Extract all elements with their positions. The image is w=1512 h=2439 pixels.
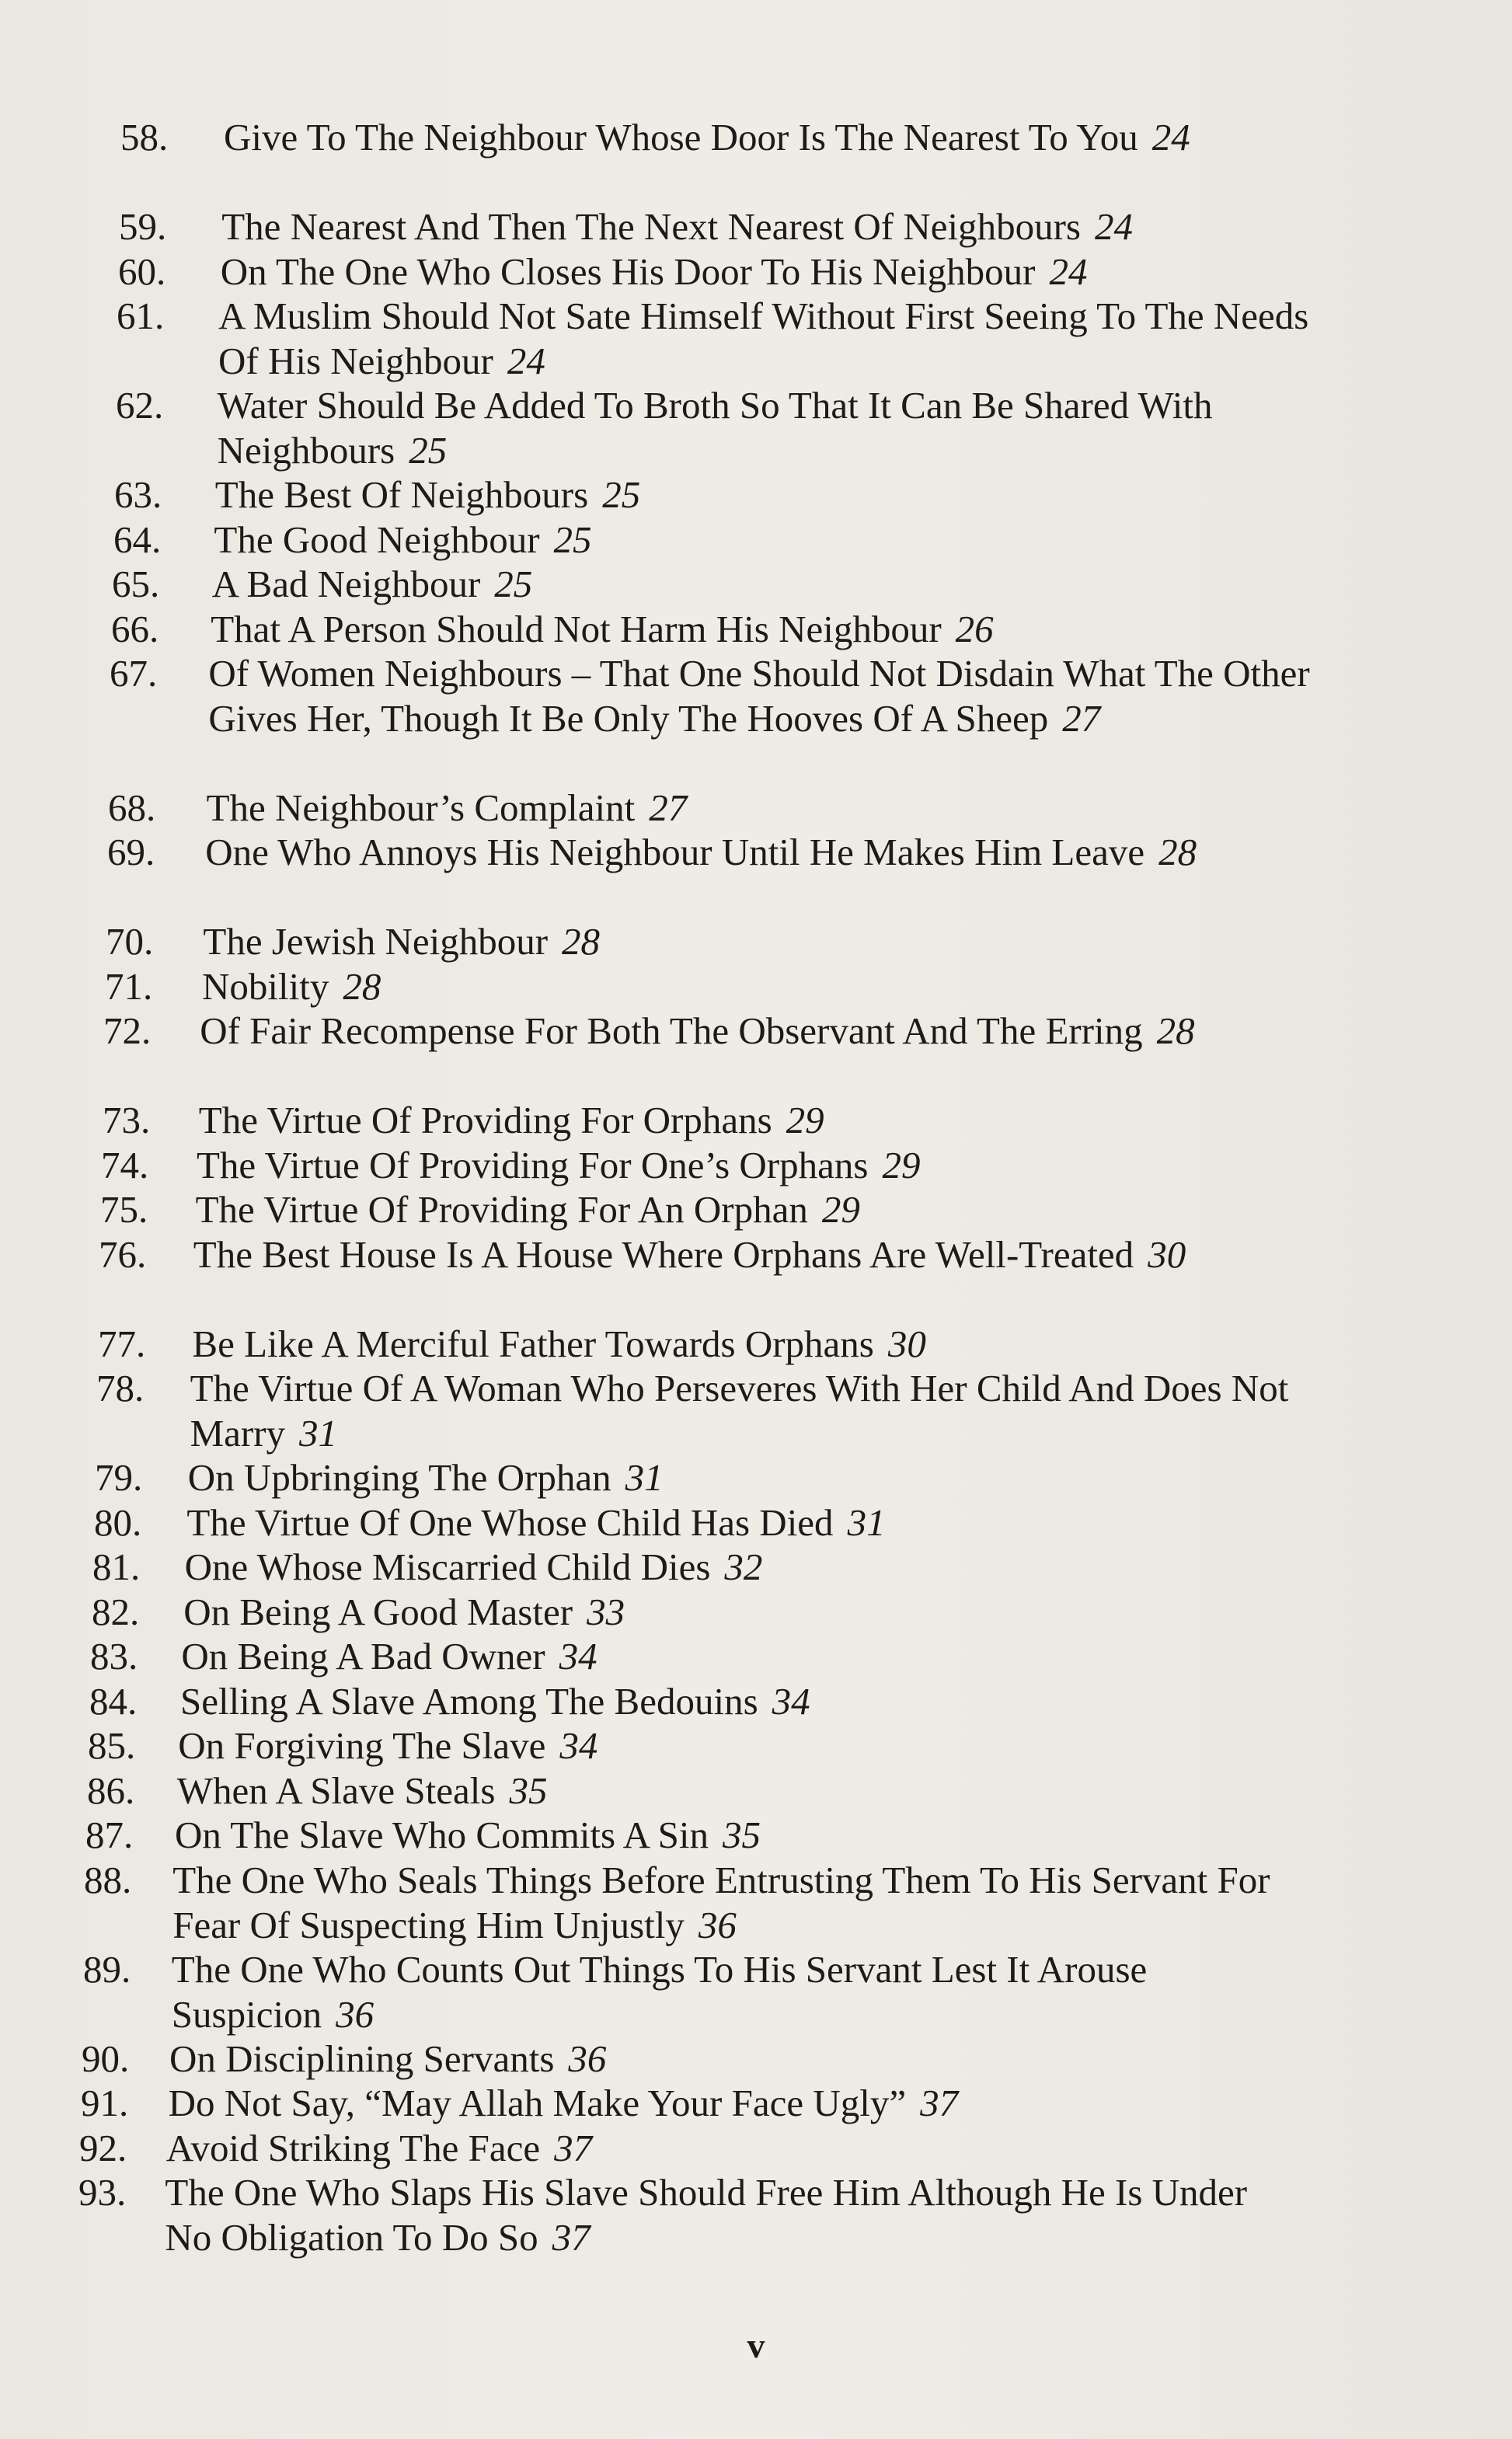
entry-number: 82.: [92, 1590, 140, 1633]
entry-page-number: 29: [821, 1188, 860, 1231]
entry-title-block: [203, 919, 1306, 964]
entry-number: 81.: [92, 1545, 141, 1588]
entry-page-number: 24: [1151, 116, 1190, 159]
entry-title: On Upbringing The Orphan: [187, 1456, 611, 1499]
entry-title-block: [215, 472, 1319, 517]
entry-page-number: 37: [554, 2126, 593, 2169]
entry-number: 69.: [107, 831, 155, 873]
entry-page-number: 27: [649, 786, 688, 829]
entry-page-number: 36: [698, 1903, 737, 1946]
entry-title: The Virtue Of Providing For Orphans: [198, 1099, 772, 1141]
entry-title: The Virtue Of A Woman Who Perseveres With Her Child And Does Not Marry: [190, 1367, 1289, 1455]
entry-title-block: [166, 2126, 1270, 2171]
entry-title-block: [205, 830, 1308, 875]
entry-title-block: [185, 1545, 1288, 1590]
entry-page-number: 37: [920, 2082, 959, 2124]
entry-title-block: [211, 607, 1314, 652]
entry-number: 60.: [118, 249, 166, 293]
entry-number: 79.: [95, 1456, 143, 1499]
entry-title: The Best House Is A House Where Orphans Are Well-Treated: [193, 1232, 1134, 1276]
entry-number: 68.: [108, 786, 156, 829]
entry-page-number: 25: [553, 517, 592, 561]
entry-title: On Being A Bad Owner: [181, 1635, 545, 1678]
entry-title: On Forgiving The Slave: [178, 1724, 546, 1767]
entry-title: When A Slave Steals: [176, 1768, 496, 1812]
entry-page-number: 31: [299, 1412, 338, 1455]
entry-title-block: [196, 1187, 1299, 1232]
entry-title: Be Like A Merciful Father Towards Orphans: [192, 1322, 874, 1365]
entry-title: Do Not Say, “May Allah Make Your Face Ugly”: [168, 2082, 907, 2124]
entry-number: 90.: [82, 2037, 130, 2080]
entry-number: 62.: [116, 384, 164, 427]
entry-page-number: 35: [722, 1814, 761, 1856]
entry-number: 84.: [89, 1679, 138, 1723]
entry-title: The Virtue Of One Whose Child Has Died: [186, 1500, 834, 1544]
entry-title: The Jewish Neighbour: [203, 920, 549, 963]
entry-title: The Best Of Neighbours: [214, 473, 589, 516]
entry-title-block: [192, 1322, 1295, 1367]
entry-number: 58.: [120, 116, 169, 159]
entry-title: The Virtue Of Providing For One’s Orphans: [197, 1143, 869, 1186]
entry-number: 78.: [96, 1367, 145, 1409]
entry-title: The One Who Seals Things Before Entrusting Them To His Servant For Fear Of Suspecting Him Unjustly: [172, 1858, 1270, 1946]
entry-page-number: 29: [786, 1099, 824, 1141]
entry-number: 87.: [85, 1814, 134, 1856]
entry-page-number: 36: [336, 1992, 375, 2036]
entry-number: 73.: [103, 1099, 151, 1141]
entry-number: 72.: [103, 1009, 152, 1052]
entry-title: On Disciplining Servants: [169, 2037, 555, 2080]
entry-title-block: [200, 1009, 1303, 1054]
entry-page-number: 30: [1148, 1232, 1186, 1276]
entry-page-number: 35: [509, 1768, 548, 1812]
entry-title: On The One Who Closes His Door To His Neighbour: [220, 249, 1036, 293]
entry-title: Water Should Be Added To Broth So That It Can Be Shared With Neighbours: [217, 384, 1213, 472]
entry-title: Give To The Neighbour Whose Door Is The Nearest To You: [224, 116, 1138, 159]
entry-title-block: [193, 1232, 1297, 1277]
entry-number: 80.: [94, 1500, 142, 1544]
entry-title: A Bad Neighbour: [211, 563, 481, 605]
entry-number: 67.: [110, 652, 158, 695]
entry-title: The One Who Slaps His Slave Should Free Him Although He Is Under No Obligation To Do So: [165, 2171, 1248, 2259]
entry-page-number: 27: [1062, 697, 1101, 740]
entry-title: Avoid Striking The Face: [165, 2126, 541, 2169]
entry-number: 65.: [112, 563, 160, 605]
entry-title-block: [181, 1634, 1284, 1679]
entry-number: 71.: [105, 964, 153, 1008]
entry-number: 77.: [98, 1322, 146, 1365]
entry-title: The Virtue Of Providing For An Orphan: [195, 1188, 808, 1231]
entry-title: On Being A Good Master: [183, 1590, 573, 1633]
entry-page-number: 31: [625, 1456, 664, 1499]
entry-title-block: [175, 1813, 1278, 1858]
entry-title-block: [188, 1455, 1291, 1500]
entry-title-block: [183, 1590, 1287, 1635]
entry-title-block: [169, 2037, 1273, 2082]
entry-page-number: 34: [772, 1679, 810, 1723]
entry-number: 83.: [90, 1635, 138, 1678]
entry-page-number: 28: [343, 964, 381, 1008]
entry-page-number: 34: [559, 1724, 598, 1767]
entry-title-block: [221, 204, 1325, 249]
entry-title-block: [172, 1947, 1275, 2037]
entry-page-number: 28: [562, 920, 601, 963]
entry-title-block: [197, 1143, 1300, 1188]
entry-number: 74.: [101, 1143, 149, 1186]
entry-page-number: 29: [882, 1143, 921, 1186]
entry-page-number: 24: [507, 340, 545, 382]
entry-number: 70.: [106, 920, 154, 963]
entry-number: 64.: [113, 517, 162, 561]
entry-page-number: 24: [1049, 249, 1088, 293]
entry-number: 91.: [81, 2082, 129, 2124]
entry-number: 75.: [100, 1188, 148, 1231]
entry-page-number: 28: [1156, 1009, 1195, 1052]
entry-title-block: [199, 1098, 1302, 1143]
entry-title: Nobility: [202, 964, 329, 1008]
entry-title-block: [177, 1768, 1280, 1814]
entry-title: One Who Annoys His Neighbour Until He Makes Him Leave: [205, 831, 1145, 873]
entry-title: That A Person Should Not Harm His Neighbour: [211, 607, 942, 650]
entry-title: The Neighbour’s Complaint: [206, 786, 636, 829]
entry-number: 61.: [117, 294, 165, 337]
entry-page-number: 36: [568, 2037, 607, 2080]
entry-title-block: [212, 562, 1315, 607]
entry-number: 86.: [87, 1768, 135, 1812]
entry-title-block: [165, 2170, 1268, 2260]
entry-title-block: [180, 1679, 1284, 1724]
entry-title-block: [190, 1366, 1294, 1456]
entry-title-block: [178, 1723, 1281, 1768]
entry-number: 93.: [78, 2171, 127, 2214]
entry-title-block: [221, 249, 1324, 294]
entry-page-number: 24: [1095, 205, 1133, 248]
entry-number: 92.: [79, 2126, 127, 2169]
entry-title-block: [218, 383, 1321, 473]
entry-page-number: 31: [847, 1500, 886, 1544]
entry-title: Of Women Neighbours – That One Should Not Disdain What The Other Gives Her, Though It Be Only The Hooves Of A Sheep: [208, 652, 1310, 740]
entry-number: 63.: [114, 473, 162, 516]
entry-page-number: 25: [494, 563, 533, 605]
entry-title-block: [169, 2081, 1272, 2126]
entry-title-block: [218, 294, 1322, 384]
entry-title: The Nearest And Then The Next Nearest Of Neighbours: [221, 205, 1081, 248]
entry-number: 85.: [88, 1724, 136, 1767]
entry-page-number: 33: [587, 1590, 625, 1633]
entry-title-block: [207, 786, 1310, 831]
entry-title-block: [186, 1500, 1290, 1545]
entry-page-number: 25: [602, 473, 641, 516]
entry-page-number: 32: [724, 1545, 763, 1588]
entry-title-block: [224, 115, 1327, 160]
entry-number: 66.: [111, 607, 159, 650]
entry-title: Selling A Slave Among The Bedouins: [180, 1679, 758, 1723]
entry-page-number: 25: [409, 429, 448, 472]
entry-title: The Good Neighbour: [214, 517, 540, 561]
entry-title: On The Slave Who Commits A Sin: [175, 1814, 709, 1856]
entry-title-block: [208, 651, 1312, 741]
entry-title: The One Who Counts Out Things To His Servant Lest It Arouse Suspicion: [171, 1947, 1148, 2036]
entry-page-number: 30: [887, 1322, 926, 1365]
entry-page-number: 34: [559, 1635, 597, 1678]
entry-number: 89.: [83, 1947, 131, 1991]
entry-title-block: [214, 517, 1317, 563]
entry-title-block: [202, 964, 1305, 1009]
entry-title: One Whose Miscarried Child Dies: [184, 1545, 711, 1588]
entry-number: 88.: [84, 1858, 132, 1901]
entry-number: 59.: [119, 205, 167, 248]
entry-page-number: 28: [1158, 831, 1197, 873]
entry-title: Of Fair Recompense For Both The Observant And The Erring: [200, 1009, 1143, 1052]
entry-title: A Muslim Should Not Sate Himself Without First Seeing To The Needs Of His Neighbour: [218, 294, 1309, 382]
page-folio: v: [747, 2326, 765, 2365]
entry-title-block: [172, 1858, 1276, 1948]
entry-number: 76.: [99, 1232, 147, 1276]
entry-page-number: 37: [552, 2216, 591, 2259]
entry-page-number: 26: [955, 607, 994, 650]
